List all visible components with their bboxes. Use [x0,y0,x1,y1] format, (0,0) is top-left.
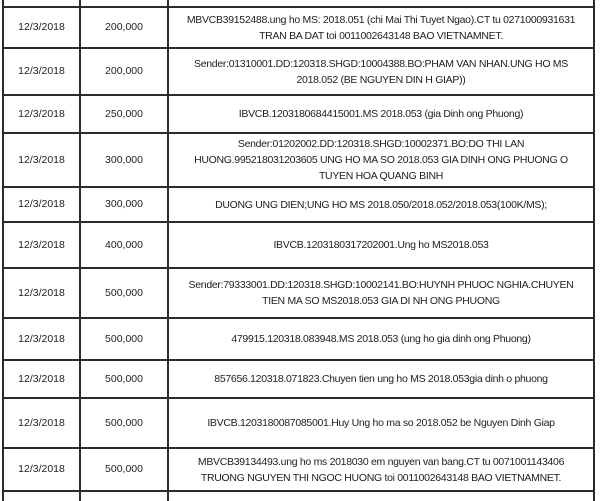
description-cell: IBVCB.1203180317202001.Ung ho MS2018.053 [168,222,594,268]
amount-cell [80,491,168,501]
description-cell [168,491,594,501]
date-cell: 12/3/2018 [3,95,80,133]
table-row [3,360,594,398]
table-row [3,187,594,222]
amount-cell: 200,000 [80,7,168,48]
description-cell: 857656.120318.071823.Chuyen tien ung ho MS 2018.053gia dinh o phuong [168,360,594,398]
amount-cell: 500,000 [80,398,168,448]
date-cell: 12/3/2018 [3,222,80,268]
description-cell: IBVCB.1203180684415001.MS 2018.053 (gia Dinh ong Phuong) [168,95,594,133]
table-row [3,133,594,187]
description-cell: Sender:01202002.DD:120318.SHGD:10002371.BO:DO THI LAN HUONG.995218031203605 UNG HO MA SO 2018.053 GIA DINH ONG PHUONG O TUYEN HOA QUANG BINH [168,133,594,187]
date-cell: 12/3/2018 [3,360,80,398]
table-row [3,268,594,318]
amount-cell: 500,000 [80,448,168,491]
table-row [3,318,594,360]
table-row [3,222,594,268]
description-cell: IBVCB.1203180087085001.Huy Ung ho ma so 2018.052 be Nguyen Dinh Giap [168,398,594,448]
table-row [3,95,594,133]
description-cell: Sender:01310001.DD:120318.SHGD:10004388.BO:PHAM VAN NHAN.UNG HO MS 2018.052 (BE NGUYEN DIN H GIAP)) [168,48,594,95]
description-cell: Sender:79333001.DD:120318.SHGD:10002141.BO:HUYNH PHUOC NGHIA.CHUYEN TIEN MA SO MS2018.053 GIA DI NH ONG PHUONG [168,268,594,318]
amount-cell: 500,000 [80,318,168,360]
date-cell: 12/3/2018 [3,318,80,360]
table-row [3,448,594,491]
description-cell: DUONG UNG DIEN;UNG HO MS 2018.050/2018.052/2018.053(100K/MS); [168,187,594,222]
amount-cell: 300,000 [80,133,168,187]
description-cell: MBVCB39152488.ung ho MS: 2018.051 (chi Mai Thi Tuyet Ngao).CT tu 0271000931631 TRAN BA DAT toi 0011002643148 BAO VIETNAMNET. [168,7,594,48]
amount-cell: 500,000 [80,268,168,318]
date-cell: 12/3/2018 [3,133,80,187]
date-cell: 12/3/2018 [3,268,80,318]
date-cell [3,0,80,7]
amount-cell: 250,000 [80,95,168,133]
donation-transactions-table [2,0,595,501]
description-cell: MBVCB39134493.ung ho ms 2018030 em nguyen van bang.CT tu 0071001143406 TRUONG NGUYEN THI NGOC HUONG toi 0011002643148 BAO VIETNAMNET. [168,448,594,491]
partial-row-top [3,0,594,7]
table-row [3,48,594,95]
table-row [3,398,594,448]
date-cell: 12/3/2018 [3,48,80,95]
description-cell [168,0,594,7]
partial-row-bottom [3,491,594,501]
table-row [3,7,594,48]
date-cell: 12/3/2018 [3,448,80,491]
description-cell: 479915.120318.083948.MS 2018.053 (ung ho gia dinh ong Phuong) [168,318,594,360]
amount-cell [80,0,168,7]
date-cell: 12/3/2018 [3,7,80,48]
date-cell: 12/3/2018 [3,187,80,222]
amount-cell: 200,000 [80,48,168,95]
date-cell: 12/3/2018 [3,398,80,448]
amount-cell: 400,000 [80,222,168,268]
amount-cell: 500,000 [80,360,168,398]
date-cell [3,491,80,501]
amount-cell: 300,000 [80,187,168,222]
